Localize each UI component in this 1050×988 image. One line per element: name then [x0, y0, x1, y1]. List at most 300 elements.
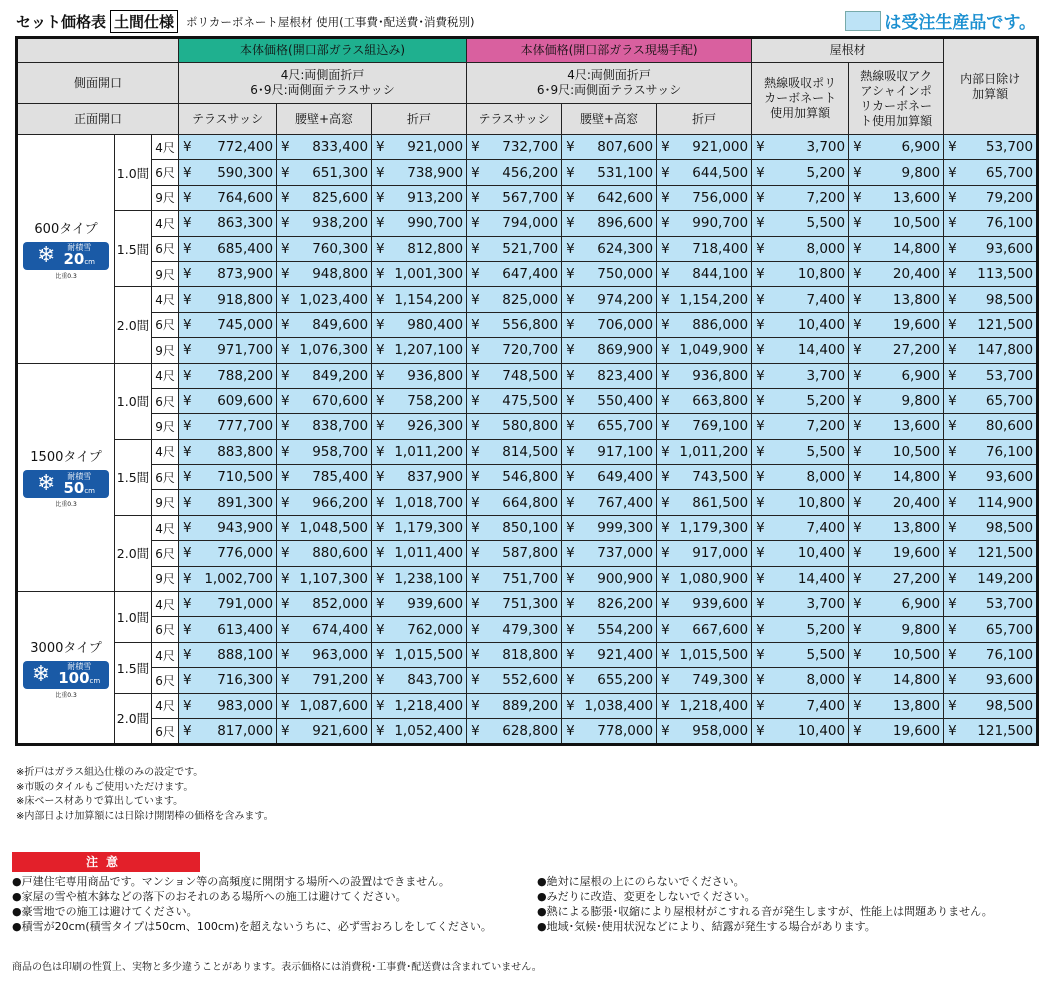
- yen-sign: ¥: [183, 291, 192, 308]
- type-cell: [17, 592, 115, 745]
- table-row: [17, 363, 1038, 388]
- price-value: 948,800: [312, 266, 369, 283]
- price: [467, 165, 561, 181]
- price-value: 590,300: [217, 164, 274, 181]
- price: [179, 520, 276, 536]
- price-value: 667,600: [692, 621, 749, 638]
- note-item: ※床ベース材ありで算出しています。: [16, 796, 184, 807]
- price-cell: [562, 135, 657, 160]
- table-row: [17, 312, 1038, 337]
- yen-sign: ¥: [376, 723, 385, 740]
- header-sub-col: 腰壁+高窓: [562, 104, 657, 135]
- yen-sign: ¥: [756, 697, 765, 714]
- yen-sign: ¥: [948, 139, 957, 156]
- price-cell: [849, 566, 944, 591]
- price-value: 7,400: [806, 291, 846, 308]
- price-value: 647,400: [502, 266, 559, 283]
- size-cell: 4尺: [152, 211, 179, 236]
- yen-sign: ¥: [376, 570, 385, 587]
- legend: [845, 8, 1036, 33]
- price-value: 79,200: [985, 189, 1034, 206]
- price-value: 756,000: [692, 189, 749, 206]
- price: [179, 444, 276, 460]
- table-row: [17, 135, 1038, 160]
- price-value: 777,700: [217, 418, 274, 435]
- notes: [16, 766, 274, 824]
- price-cell: [752, 642, 849, 667]
- price-cell: [467, 617, 562, 642]
- price: [467, 520, 561, 536]
- price-table: [15, 36, 1039, 746]
- price-value: 10,500: [892, 215, 941, 232]
- price-cell: [179, 312, 277, 337]
- yen-sign: ¥: [471, 469, 480, 486]
- yen-sign: ¥: [566, 520, 575, 537]
- price-value: 98,500: [985, 520, 1034, 537]
- price: [372, 266, 466, 282]
- yen-sign: ¥: [566, 189, 575, 206]
- yen-sign: ¥: [661, 266, 670, 283]
- span-cell: 1.5間: [115, 211, 152, 287]
- price-cell: [944, 718, 1038, 744]
- price: [562, 469, 656, 485]
- price: [944, 139, 1036, 155]
- price-cell: [657, 617, 752, 642]
- price-value: 921,000: [407, 139, 464, 156]
- price-value: 943,900: [217, 520, 274, 537]
- price-value: 10,500: [892, 647, 941, 663]
- price-cell: [657, 135, 752, 160]
- price-cell: [179, 363, 277, 388]
- price-value: 1,107,300: [299, 570, 369, 587]
- yen-sign: ¥: [566, 367, 575, 384]
- price-value: 7,200: [806, 189, 846, 206]
- price-cell: [562, 185, 657, 210]
- price-value: 750,000: [597, 266, 654, 283]
- yen-sign: ¥: [471, 443, 480, 460]
- yen-sign: ¥: [281, 596, 290, 613]
- price-cell: [657, 338, 752, 363]
- table-row: [17, 668, 1038, 693]
- price-cell: [562, 718, 657, 744]
- price: [372, 368, 466, 384]
- price: [657, 672, 751, 688]
- price-cell: [179, 388, 277, 413]
- yen-sign: ¥: [471, 647, 480, 663]
- yen-sign: ¥: [566, 266, 575, 283]
- price: [752, 520, 848, 536]
- yen-sign: ¥: [281, 647, 290, 663]
- price-cell: [562, 287, 657, 312]
- yen-sign: ¥: [376, 367, 385, 384]
- yen-sign: ¥: [661, 393, 670, 410]
- caution-item: ●絶対に屋根の上にのらないでください。: [537, 875, 745, 888]
- price-cell: [944, 515, 1038, 540]
- price-cell: [944, 160, 1038, 185]
- price-value: 886,000: [692, 316, 749, 333]
- price: [944, 215, 1036, 231]
- yen-sign: ¥: [756, 494, 765, 511]
- price: [277, 723, 371, 739]
- price-cell: [657, 388, 752, 413]
- price-cell: [372, 642, 467, 667]
- price-value: 6,900: [901, 367, 941, 384]
- price-value: 475,500: [502, 393, 559, 410]
- price-cell: [277, 668, 372, 693]
- header-sub-col: 腰壁+高窓: [277, 104, 372, 135]
- badge-text: [63, 244, 95, 267]
- yen-sign: ¥: [948, 418, 957, 435]
- badge-label: 耐積雪: [67, 243, 92, 253]
- price-cell: [467, 465, 562, 490]
- price-cell: [372, 490, 467, 515]
- price: [849, 723, 943, 739]
- price-cell: [944, 414, 1038, 439]
- price-value: 8,000: [806, 672, 846, 689]
- yen-sign: ¥: [471, 672, 480, 689]
- price: [657, 698, 751, 714]
- table-row: [17, 465, 1038, 490]
- price: [467, 571, 561, 587]
- price-cell: [944, 287, 1038, 312]
- table-row: [17, 617, 1038, 642]
- price-value: 900,900: [597, 570, 654, 587]
- price-value: 889,200: [502, 697, 559, 714]
- yen-sign: ¥: [661, 189, 670, 206]
- price-cell: [179, 236, 277, 261]
- price-value: 5,500: [806, 647, 846, 663]
- price: [849, 241, 943, 257]
- price-value: 762,000: [407, 621, 464, 638]
- yen-sign: ¥: [853, 164, 862, 181]
- price-cell: [179, 566, 277, 591]
- yen-sign: ¥: [853, 469, 862, 486]
- price-cell: [944, 135, 1038, 160]
- price-cell: [467, 414, 562, 439]
- price: [944, 723, 1036, 739]
- price-value: 918,800: [217, 291, 274, 308]
- price-cell: [944, 185, 1038, 210]
- price-cell: [657, 236, 752, 261]
- price-value: 1,015,500: [394, 647, 464, 663]
- yen-sign: ¥: [183, 240, 192, 257]
- price: [944, 469, 1036, 485]
- price-value: 53,700: [985, 139, 1034, 156]
- table-row: [17, 211, 1038, 236]
- header-side-open: 側面開口: [17, 63, 179, 104]
- price: [752, 571, 848, 587]
- price-value: 999,300: [597, 520, 654, 537]
- price-cell: [849, 211, 944, 236]
- legend-text: は受注生産品です。: [884, 13, 1036, 33]
- price-cell: [849, 693, 944, 718]
- yen-sign: ¥: [471, 494, 480, 511]
- header-side-desc-2: [467, 63, 752, 104]
- yen-sign: ¥: [183, 672, 192, 689]
- price: [944, 342, 1036, 358]
- price: [657, 190, 751, 206]
- price: [849, 393, 943, 409]
- price-value: 65,700: [985, 393, 1034, 410]
- yen-sign: ¥: [281, 342, 290, 359]
- price: [277, 393, 371, 409]
- price-cell: [849, 135, 944, 160]
- yen-sign: ¥: [471, 215, 480, 232]
- header-shade: [944, 38, 1038, 135]
- yen-sign: ¥: [183, 139, 192, 156]
- price-value: 791,200: [312, 672, 369, 689]
- yen-sign: ¥: [183, 164, 192, 181]
- yen-sign: ¥: [376, 215, 385, 232]
- price-cell: [372, 541, 467, 566]
- price: [179, 596, 276, 612]
- yen-sign: ¥: [756, 545, 765, 562]
- price: [179, 418, 276, 434]
- price-value: 53,700: [985, 596, 1034, 613]
- yen-sign: ¥: [948, 443, 957, 460]
- price: [944, 571, 1036, 587]
- price-cell: [562, 236, 657, 261]
- span-cell: 2.0間: [115, 515, 152, 591]
- size-cell: 9尺: [152, 338, 179, 363]
- yen-sign: ¥: [566, 596, 575, 613]
- price: [467, 317, 561, 333]
- price-cell: [752, 135, 849, 160]
- price: [849, 444, 943, 460]
- price-value: 939,600: [407, 596, 464, 613]
- price-cell: [944, 312, 1038, 337]
- price: [752, 444, 848, 460]
- note-item: ※内部日よけ加算額には日除け開閉棒の価格を含みます。: [16, 810, 274, 822]
- yen-sign: ¥: [471, 570, 480, 587]
- price-cell: [657, 668, 752, 693]
- price-cell: [944, 668, 1038, 693]
- price-value: 844,100: [692, 266, 749, 283]
- price-value: 649,400: [597, 469, 654, 486]
- price-cell: [849, 718, 944, 744]
- type-name: 600タイプ: [34, 221, 98, 237]
- price: [277, 241, 371, 257]
- span-cell: 1.0間: [115, 135, 152, 211]
- price-value: 14,800: [892, 240, 941, 257]
- header-blank: [17, 38, 179, 63]
- badge-text: [58, 663, 100, 686]
- price-value: 921,400: [597, 647, 654, 663]
- price: [179, 190, 276, 206]
- size-cell: 9尺: [152, 261, 179, 286]
- price: [752, 317, 848, 333]
- header-side-desc-1: [179, 63, 467, 104]
- price-cell: [179, 642, 277, 667]
- price-cell: [562, 566, 657, 591]
- yen-sign: ¥: [376, 469, 385, 486]
- yen-sign: ¥: [281, 393, 290, 410]
- yen-sign: ¥: [756, 215, 765, 232]
- price-value: 531,100: [597, 164, 654, 181]
- table-row: [17, 287, 1038, 312]
- caution-item: ●戸建住宅専用商品です。マンション等の高頻度に開閉する場所への設置はできません。: [12, 875, 450, 888]
- price: [179, 165, 276, 181]
- price-value: 10,800: [797, 494, 846, 511]
- price-value: 624,300: [597, 240, 654, 257]
- price: [467, 698, 561, 714]
- spec-label: 土間仕様: [110, 10, 178, 33]
- yen-sign: ¥: [281, 469, 290, 486]
- price-cell: [277, 261, 372, 286]
- yen-sign: ¥: [566, 723, 575, 740]
- yen-sign: ¥: [183, 520, 192, 537]
- yen-sign: ¥: [183, 697, 192, 714]
- price: [944, 596, 1036, 612]
- price-cell: [657, 693, 752, 718]
- price-cell: [179, 287, 277, 312]
- price-cell: [179, 718, 277, 744]
- price-value: 14,800: [892, 469, 941, 486]
- price-cell: [657, 490, 752, 515]
- price-value: 963,000: [312, 647, 369, 663]
- price-cell: [372, 718, 467, 744]
- yen-sign: ¥: [756, 316, 765, 333]
- yen-sign: ¥: [948, 367, 957, 384]
- yen-sign: ¥: [566, 240, 575, 257]
- price-cell: [562, 693, 657, 718]
- yen-sign: ¥: [183, 316, 192, 333]
- price-value: 1,048,500: [299, 520, 369, 537]
- yen-sign: ¥: [566, 393, 575, 410]
- yen-sign: ¥: [183, 266, 192, 283]
- yen-sign: ¥: [471, 367, 480, 384]
- yen-sign: ¥: [376, 189, 385, 206]
- price-cell: [752, 287, 849, 312]
- price: [944, 672, 1036, 688]
- price-cell: [277, 338, 372, 363]
- price-cell: [467, 668, 562, 693]
- price-value: 716,300: [217, 672, 274, 689]
- price: [179, 495, 276, 511]
- price-value: 10,500: [892, 443, 941, 460]
- price-value: 958,000: [692, 723, 749, 740]
- yen-sign: ¥: [281, 545, 290, 562]
- price-cell: [372, 566, 467, 591]
- price: [179, 317, 276, 333]
- price-cell: [372, 185, 467, 210]
- price-cell: [944, 693, 1038, 718]
- yen-sign: ¥: [756, 240, 765, 257]
- yen-sign: ¥: [281, 418, 290, 435]
- price: [562, 723, 656, 739]
- yen-sign: ¥: [281, 723, 290, 740]
- price-value: 580,800: [502, 418, 559, 435]
- price-value: 9,800: [901, 393, 941, 410]
- yen-sign: ¥: [853, 672, 862, 689]
- price: [277, 418, 371, 434]
- caution-item: ●熱による膨張･収縮により屋根材がこすれる音が発生しますが、性能上は問題ありません。: [537, 905, 993, 918]
- price-cell: [372, 287, 467, 312]
- price: [944, 647, 1036, 663]
- price-value: 917,000: [692, 545, 749, 562]
- yen-sign: ¥: [566, 469, 575, 486]
- snow-load-badge: [23, 242, 109, 270]
- price: [944, 266, 1036, 282]
- price-value: 663,800: [692, 393, 749, 410]
- price-value: 974,200: [597, 291, 654, 308]
- price: [372, 495, 466, 511]
- price-value: 613,400: [217, 621, 274, 638]
- price: [277, 469, 371, 485]
- table-row: [17, 388, 1038, 413]
- span-cell: 1.0間: [115, 363, 152, 439]
- price-value: 479,300: [502, 621, 559, 638]
- price-cell: [849, 642, 944, 667]
- price-value: 896,600: [597, 215, 654, 232]
- price: [657, 723, 751, 739]
- price-cell: [849, 490, 944, 515]
- price: [372, 190, 466, 206]
- price-value: 966,200: [312, 494, 369, 511]
- yen-sign: ¥: [281, 215, 290, 232]
- yen-sign: ¥: [376, 697, 385, 714]
- price-value: 1,052,400: [394, 723, 464, 740]
- price: [562, 545, 656, 561]
- price: [277, 444, 371, 460]
- yen-sign: ¥: [948, 494, 957, 511]
- price-value: 1,238,100: [394, 570, 464, 587]
- yen-sign: ¥: [281, 621, 290, 638]
- yen-sign: ¥: [183, 596, 192, 613]
- price-cell: [467, 718, 562, 744]
- price-cell: [849, 617, 944, 642]
- price-cell: [944, 617, 1038, 642]
- price-cell: [657, 287, 752, 312]
- price-cell: [562, 515, 657, 540]
- price-value: 788,200: [217, 367, 274, 384]
- yen-sign: ¥: [281, 570, 290, 587]
- price-value: 93,600: [985, 672, 1034, 689]
- price-cell: [277, 490, 372, 515]
- price: [179, 723, 276, 739]
- price-cell: [179, 693, 277, 718]
- price: [562, 393, 656, 409]
- price: [372, 647, 466, 663]
- yen-sign: ¥: [853, 647, 862, 663]
- yen-sign: ¥: [376, 393, 385, 410]
- price-cell: [372, 414, 467, 439]
- yen-sign: ¥: [183, 215, 192, 232]
- yen-sign: ¥: [948, 469, 957, 486]
- yen-sign: ¥: [756, 621, 765, 638]
- yen-sign: ¥: [756, 266, 765, 283]
- price-value: 8,000: [806, 469, 846, 486]
- price-cell: [179, 439, 277, 464]
- price-value: 958,700: [312, 443, 369, 460]
- yen-sign: ¥: [471, 723, 480, 740]
- yen-sign: ¥: [471, 596, 480, 613]
- snow-load-badge: [23, 470, 109, 498]
- size-cell: 4尺: [152, 592, 179, 617]
- yen-sign: ¥: [853, 266, 862, 283]
- price: [562, 622, 656, 638]
- price-cell: [467, 338, 562, 363]
- price-value: 644,500: [692, 164, 749, 181]
- price: [752, 418, 848, 434]
- price: [944, 292, 1036, 308]
- price-cell: [657, 465, 752, 490]
- price-cell: [467, 642, 562, 667]
- price-value: 891,300: [217, 494, 274, 511]
- yen-sign: ¥: [471, 139, 480, 156]
- price: [372, 698, 466, 714]
- price: [277, 292, 371, 308]
